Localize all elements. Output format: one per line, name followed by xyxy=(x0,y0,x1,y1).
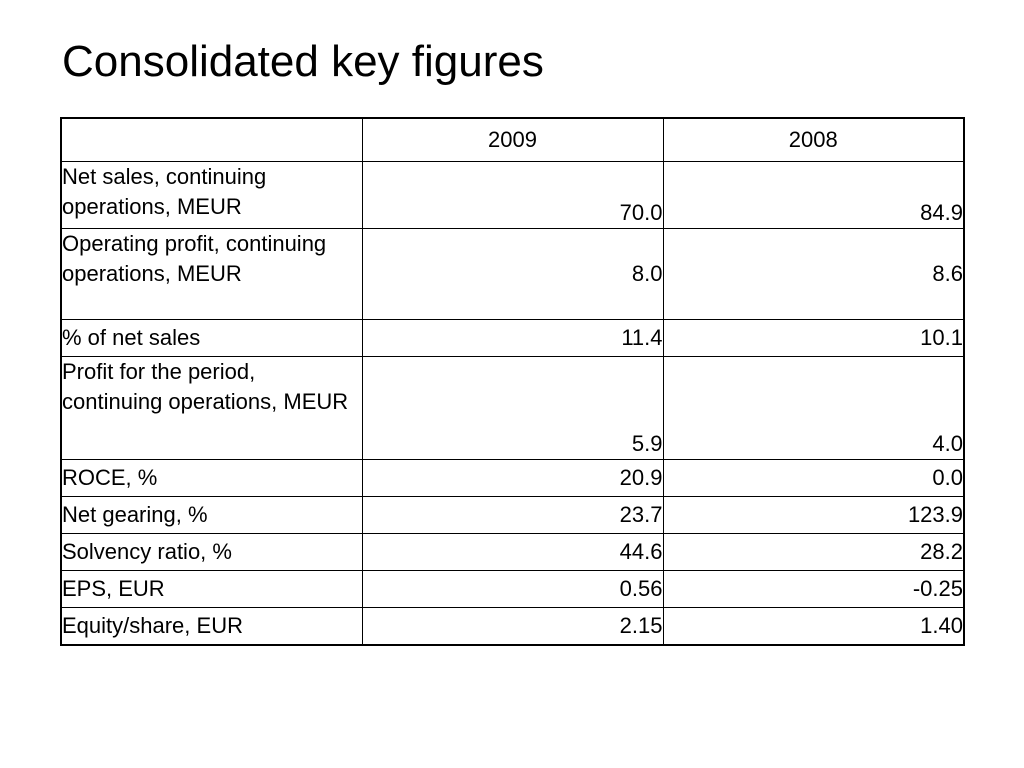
value-2008: 10.1 xyxy=(663,320,964,357)
value-2009: 70.0 xyxy=(362,162,663,229)
value-2008: 84.9 xyxy=(663,162,964,229)
value-2009: 23.7 xyxy=(362,497,663,534)
value-2009: 5.9 xyxy=(362,357,663,460)
value-2009: 0.56 xyxy=(362,571,663,608)
slide-title: Consolidated key figures xyxy=(62,37,544,86)
header-corner-cell xyxy=(61,118,362,162)
table-row xyxy=(61,162,964,229)
row-label: ROCE, % xyxy=(61,460,362,497)
row-label: % of net sales xyxy=(61,320,362,357)
value-2009: 2.15 xyxy=(362,608,663,646)
value-2008: -0.25 xyxy=(663,571,964,608)
row-label: Operating profit, continuing operations, MEUR xyxy=(61,229,362,320)
table-row xyxy=(61,608,964,646)
row-label: EPS, EUR xyxy=(61,571,362,608)
header-year-2009: 2009 xyxy=(362,118,663,162)
table-header-row xyxy=(61,118,964,162)
value-2009: 11.4 xyxy=(362,320,663,357)
value-2008: 123.9 xyxy=(663,497,964,534)
row-label: Net sales, continuing operations, MEUR xyxy=(61,162,362,229)
row-label: Solvency ratio, % xyxy=(61,534,362,571)
value-2008: 4.0 xyxy=(663,357,964,460)
row-label: Profit for the period, continuing operations, MEUR xyxy=(61,357,362,460)
table-row xyxy=(61,320,964,357)
value-2009: 44.6 xyxy=(362,534,663,571)
table-row xyxy=(61,534,964,571)
table-row xyxy=(61,571,964,608)
table-row xyxy=(61,357,964,460)
value-2008: 1.40 xyxy=(663,608,964,646)
value-2009: 8.0 xyxy=(362,229,663,320)
key-figures-table xyxy=(60,117,965,646)
value-2008: 28.2 xyxy=(663,534,964,571)
value-2008: 0.0 xyxy=(663,460,964,497)
row-label: Net gearing, % xyxy=(61,497,362,534)
header-year-2008: 2008 xyxy=(663,118,964,162)
value-2009: 20.9 xyxy=(362,460,663,497)
table-row xyxy=(61,229,964,320)
row-label: Equity/share, EUR xyxy=(61,608,362,646)
table-row xyxy=(61,497,964,534)
value-2008: 8.6 xyxy=(663,229,964,320)
table-row xyxy=(61,460,964,497)
